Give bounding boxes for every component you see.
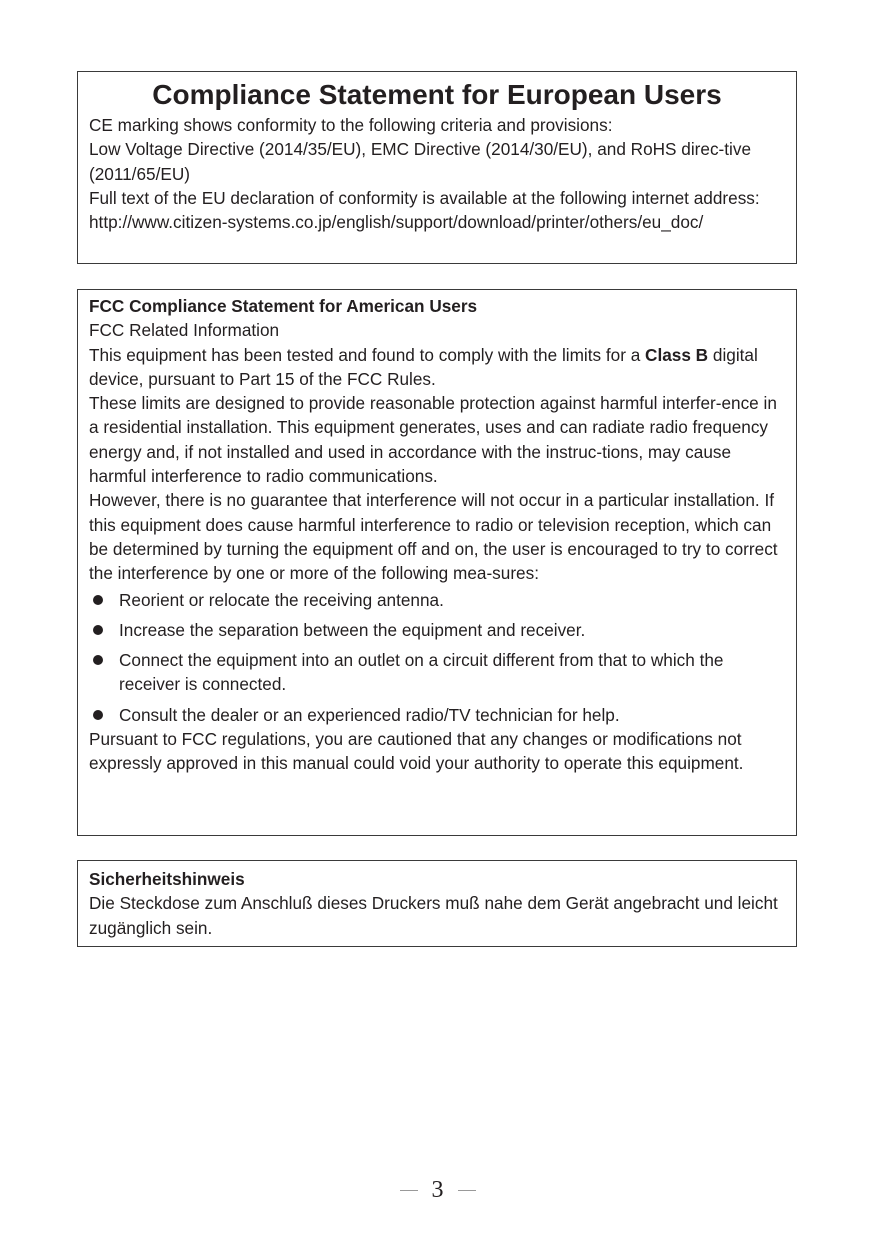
safety-notice-text: Die Steckdose zum Anschluß dieses Druckers muß nahe dem Gerät angebracht und leicht zugänglich sein.: [89, 893, 778, 938]
list-item: [89, 703, 785, 727]
list-item: [89, 648, 785, 697]
fcc-para1-end: digital device, pursuant to Part 15 of the FCC Rules.: [89, 344, 758, 389]
page-number-value: 3: [431, 1177, 444, 1203]
bullet-dot-icon: [93, 655, 103, 665]
list-item-text: Consult the dealer or an experienced radio/TV technician for help.: [119, 704, 620, 725]
list-item: [89, 618, 785, 642]
fcc-compliance-box: [77, 289, 797, 836]
eu-compliance-title: Compliance Statement for European Users: [152, 79, 722, 110]
list-item-text: Increase the separation between the equipment and receiver.: [119, 619, 586, 640]
list-item-text: Connect the equipment into an outlet on a circuit different from that to which the receiver is connected.: [119, 650, 724, 695]
fcc-compliance-title: FCC Compliance Statement for American Users: [89, 296, 478, 316]
fcc-paragraph-no-guarantee: However, there is no guarantee that interference will not occur in a particular installation. If this equipment does cause harmful interference to radio or television reception, which can be determined by turning the equipment off and on, the user is encouraged to try to correct the interference by one or more of the following mea-sures:: [89, 490, 778, 584]
bullet-dot-icon: [93, 710, 103, 720]
fcc-class-b-label: Class B: [645, 344, 709, 365]
page-number-right-dash: [458, 1190, 476, 1191]
bullet-dot-icon: [93, 625, 103, 635]
list-item: [89, 588, 785, 612]
eu-line-directives: Low Voltage Directive (2014/35/EU), EMC Directive (2014/30/EU), and RoHS direc-tive (2011/65/EU): [89, 139, 752, 184]
eu-declaration-url: http://www.citizen-systems.co.jp/english/support/download/printer/others/eu_doc/: [89, 212, 704, 233]
safety-notice-box: [77, 860, 797, 947]
fcc-measures-list: [89, 588, 785, 727]
list-item-text: Reorient or relocate the receiving antenna.: [119, 589, 444, 610]
bullet-dot-icon: [93, 595, 103, 605]
fcc-paragraph-modifications: Pursuant to FCC regulations, you are cautioned that any changes or modifications not expressly approved in this manual could void your authority to operate this equipment.: [89, 729, 744, 774]
fcc-subtitle: FCC Related Information: [89, 320, 280, 341]
page-number-left-dash: [400, 1190, 418, 1191]
eu-compliance-box: [77, 71, 797, 264]
eu-line-ce-marking: CE marking shows conformity to the following criteria and provisions:: [89, 115, 613, 135]
page-number: [0, 1176, 875, 1204]
fcc-paragraph-limits: These limits are designed to provide reasonable protection against harmful interfer-ence in a residential installation. This equipment generates, uses and can radiate radio frequency energy and, if not installed and used in accordance with the instruc-tions, may cause harmful interference to radio communications.: [89, 393, 777, 487]
eu-line-declaration: Full text of the EU declaration of conformity is available at the following internet address:: [89, 187, 760, 208]
fcc-para1-start: This equipment has been tested and found to comply with the limits for a: [89, 344, 646, 365]
fcc-paragraph-class-b: [89, 343, 785, 392]
safety-notice-title: Sicherheitshinweis: [89, 869, 245, 889]
